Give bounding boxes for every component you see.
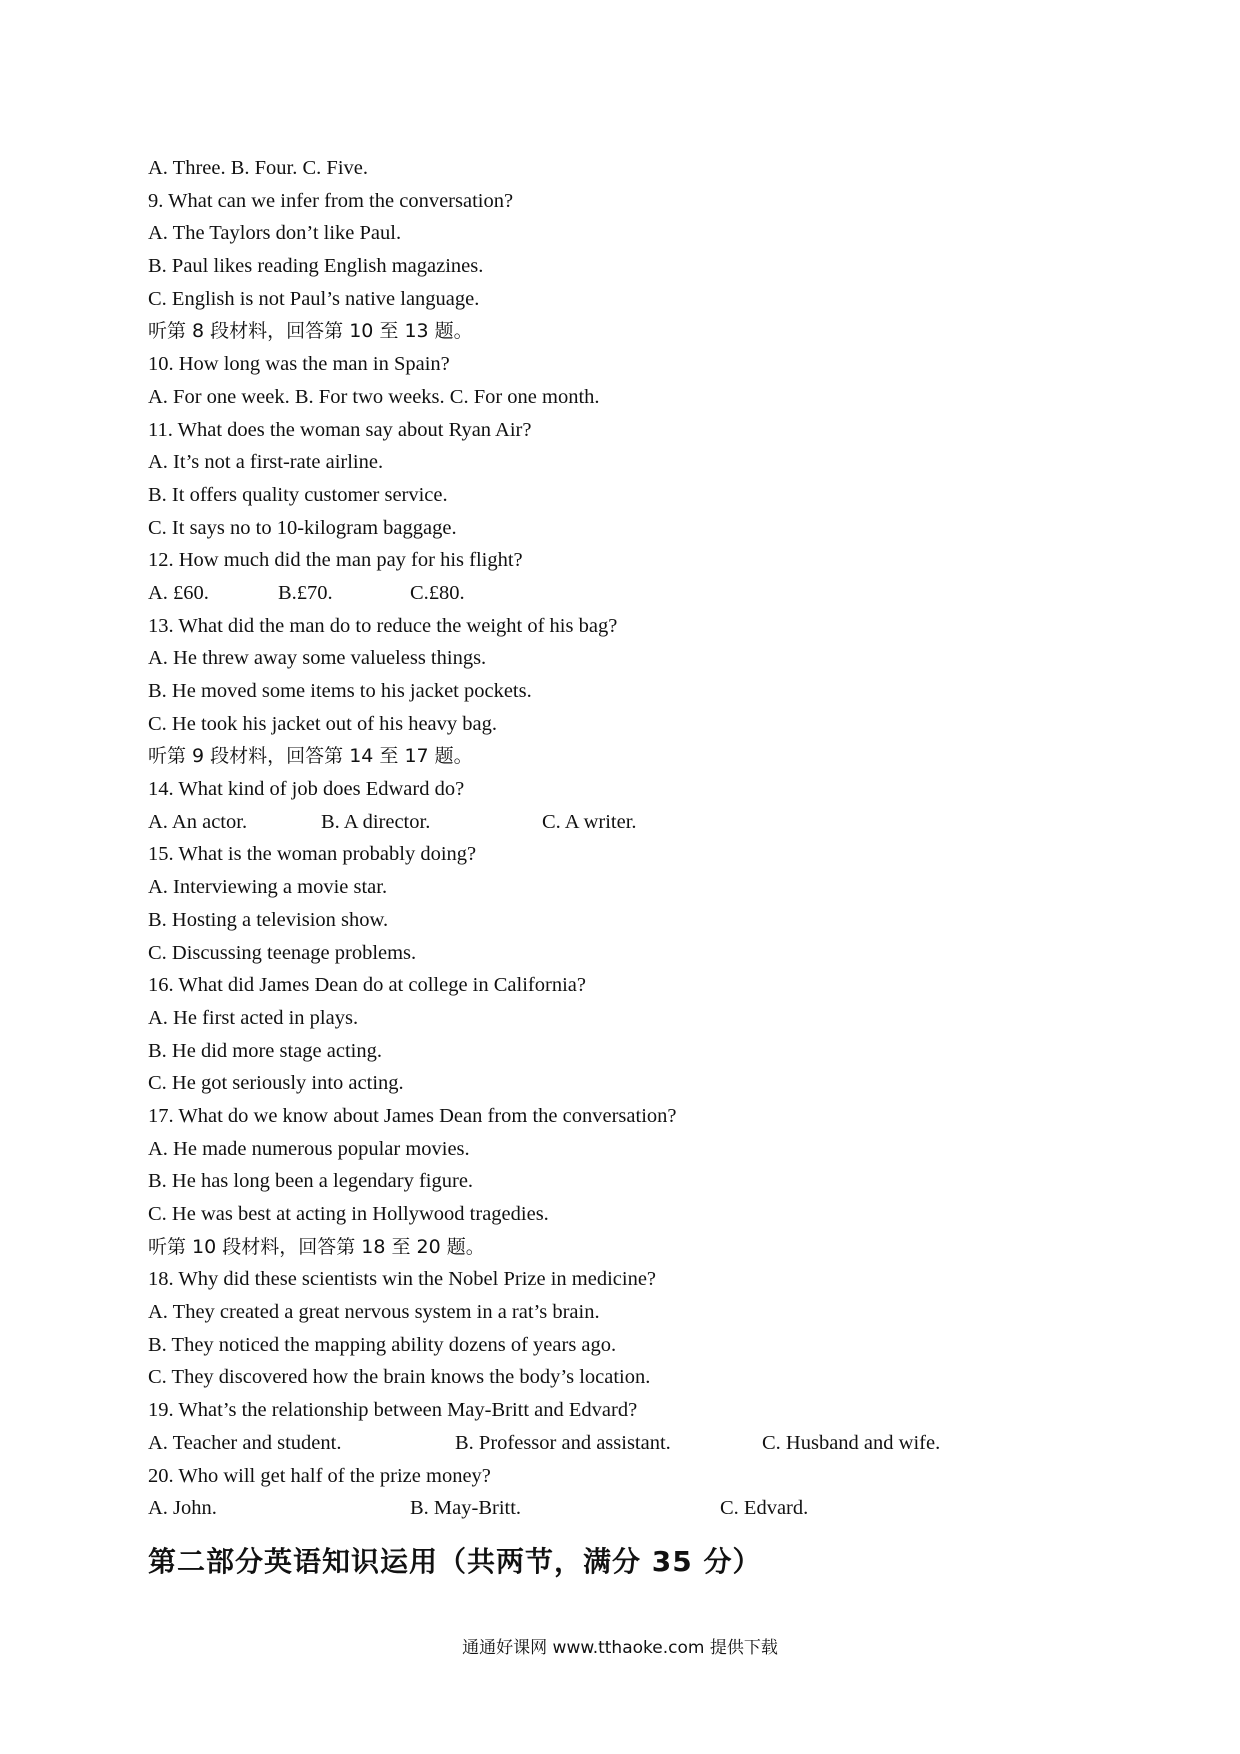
option-line: C. English is not Paul’s native language. (148, 287, 480, 310)
question-line: 9. What can we infer from the conversation? (148, 189, 514, 212)
question-line: 15. What is the woman probably doing? (148, 843, 477, 866)
option-line: A. It’s not a first-rate airline. (148, 451, 384, 474)
option-line: A. Interviewing a movie star. (148, 876, 388, 899)
option-line: C. He took his jacket out of his heavy bag. (148, 712, 498, 735)
option-c: C.£80. (410, 581, 465, 604)
option-a: A. An actor. (148, 810, 248, 833)
question-line: 12. How much did the man pay for his flight? (148, 549, 523, 572)
question-line: 19. What’s the relationship between May-Britt and Edvard? (148, 1399, 638, 1422)
section-instruction: 听第 10 段材料，回答第 18 至 20 题。 (148, 1235, 485, 1258)
option-line: C. He got seriously into acting. (148, 1072, 404, 1095)
footer-text: 通通好课网 www.tthaoke.com 提供下载 (462, 1638, 778, 1658)
option-line: B. Paul likes reading English magazines. (148, 255, 484, 278)
option-line: B. He did more stage acting. (148, 1039, 382, 1062)
option-line: B. It offers quality customer service. (148, 483, 448, 506)
question-list (148, 152, 1148, 1525)
option-line: A. He first acted in plays. (148, 1006, 359, 1029)
option-a: A. £60. (148, 581, 209, 604)
question-line: 18. Why did these scientists win the Nobel Prize in medicine? (148, 1268, 657, 1291)
section-heading: 第二部分英语知识运用（共两节，满分 35 分） (148, 1545, 762, 1578)
option-line: A. For one week. B. For two weeks. C. For one month. (148, 385, 600, 408)
option-c: C. Edvard. (720, 1497, 809, 1520)
option-line: C. Discussing teenage problems. (148, 941, 417, 964)
option-line: B. He has long been a legendary figure. (148, 1170, 474, 1193)
option-b: B. May-Britt. (410, 1497, 522, 1520)
option-c: C. Husband and wife. (762, 1431, 941, 1454)
question-line: 20. Who will get half of the prize money? (148, 1464, 491, 1487)
option-line: C. It says no to 10-kilogram baggage. (148, 516, 457, 539)
option-b: B. A director. (321, 810, 431, 833)
option-line: A. He threw away some valueless things. (148, 647, 487, 670)
option-b: B.£70. (278, 581, 333, 604)
q14-options (148, 806, 1148, 839)
text-line: A. Three. B. Four. C. Five. (148, 157, 368, 179)
option-a: A. John. (148, 1497, 217, 1520)
question-line: 10. How long was the man in Spain? (148, 353, 450, 376)
option-line: A. The Taylors don’t like Paul. (148, 222, 402, 245)
q19-options (148, 1427, 1148, 1460)
option-line: A. They created a great nervous system in a rat’s brain. (148, 1301, 600, 1324)
question-line: 16. What did James Dean do at college in California? (148, 974, 586, 997)
option-line: C. They discovered how the brain knows the body’s location. (148, 1366, 651, 1389)
section-instruction: 听第 9 段材料，回答第 14 至 17 题。 (148, 745, 473, 768)
option-a: A. Teacher and student. (148, 1431, 342, 1454)
option-line: B. They noticed the mapping ability dozens of years ago. (148, 1333, 617, 1356)
question-line: 14. What kind of job does Edward do? (148, 778, 465, 801)
q20-options (148, 1492, 1148, 1525)
option-line: C. He was best at acting in Hollywood tragedies. (148, 1203, 549, 1225)
q12-options (148, 577, 1148, 610)
question-line: 13. What did the man do to reduce the weight of his bag? (148, 614, 618, 637)
question-line: 11. What does the woman say about Ryan Air? (148, 418, 532, 441)
option-line: A. He made numerous popular movies. (148, 1137, 470, 1160)
section-instruction: 听第 8 段材料，回答第 10 至 13 题。 (148, 320, 473, 343)
option-c: C. A writer. (542, 810, 637, 833)
option-line: B. Hosting a television show. (148, 908, 389, 931)
option-b: B. Professor and assistant. (455, 1431, 671, 1454)
option-line: B. He moved some items to his jacket pockets. (148, 680, 532, 702)
question-line: 17. What do we know about James Dean from the conversation? (148, 1104, 677, 1127)
